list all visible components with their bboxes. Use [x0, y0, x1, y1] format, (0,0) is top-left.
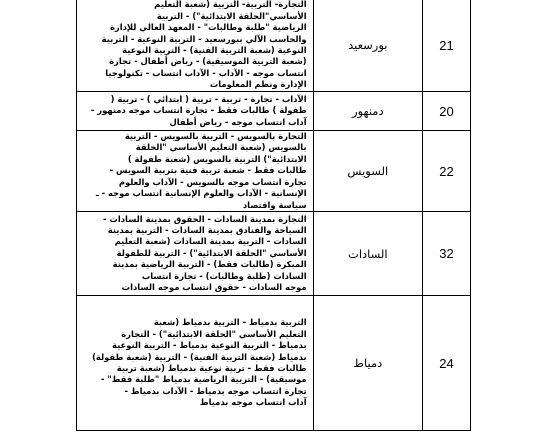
table-row — [77, 296, 471, 431]
table-row — [77, 131, 471, 212]
faculties-cell: التجارة- التربية- التربية (شعبة التعليم الأساسي"الحلقة الابتدائية") - التربية الرياضية "طلبة وطالبات" - المعهد العالي للإدارة والحاسب الآلي ببورسعيد - التربية النوعية - التربية النوعية (شعبة التربية الفنية) - التربية النوعية (شعبة التربية الموسيقية) - رياض أطفال - تجارة انتساب موجه - الآداب - الآداب انتساب - تكنولوجيا الإدارة ونظم المعلومات — [77, 0, 314, 92]
governorate-cell: دمياط — [313, 296, 422, 431]
code-cell: 32 — [423, 212, 471, 296]
code-cell: 21 — [423, 0, 471, 92]
faculties-table — [76, 0, 471, 431]
faculties-cell: التجارة بالسويس - التربية بالسويس - التربية بالسويس (شعبة التعليم الأساسي "الحلقة الابتدائية") التربية بالسويس (شعبة طفولة ) طالبات فقط - شعبة تربية فنية بتربية السويس - تجارة انتساب موجه بالسويس - الآداب والعلوم الإنسانية - الآداب والعلوم الإنسانية انتساب موجه - ـ سياسة واقتصاد — [77, 131, 314, 212]
faculties-cell: التربية بدمياط - التربية بدمياط (شعبة التعليم الأساسي "الحلقة الابتدائية") - التجارة بدمياط - التربية النوعية بدمياط - التربية النوعية بدمياط (شعبة التربية الفنية) - التربية (شعبة طفولة) طالبات فقط - تربية نوعية بدمياط (شعبة تربية موسيقية) - التربية الرياضية بدمياط "طلبة فقط" - تجارة انتساب موجه بدمياط - الآداب بدمياط - آداب انتساب موجه بدمياط — [77, 296, 314, 431]
governorate-cell: السادات — [313, 212, 422, 296]
governorate-cell: دمنهور — [313, 92, 422, 131]
faculties-cell: التجارة بمدينة السادات - الحقوق بمدينة السادات - السياحة والفنادق بمدينة السادات - التربية بمدينة السادات - التربية بمدينة السادات (شعبة التعليم الأساسي "الحلقة الابتدائية") - التربية للطفولة المبكرة (طالبات فقط) - التربية الرياضية بمدينة السادات (طلبة وطالبات) - تجارة انتساب موجه السادات - حقوق انتساب موجه السادات — [77, 212, 314, 296]
code-cell: 24 — [423, 296, 471, 431]
table-row — [77, 92, 471, 131]
governorate-cell: بورسعيد — [313, 0, 422, 92]
faculties-cell: الآداب - تجارة - تربية - تربية ( ابتدائي ) - تربية ( طفولة ) طالبات فقط - تجارة انتساب موجه دمنهور - آداب انتساب موجه - رياض أطفال — [77, 92, 314, 131]
table-row — [77, 212, 471, 296]
governorate-cell: السويس — [313, 131, 422, 212]
code-cell: 20 — [423, 92, 471, 131]
table-row — [77, 0, 471, 92]
code-cell: 22 — [423, 131, 471, 212]
